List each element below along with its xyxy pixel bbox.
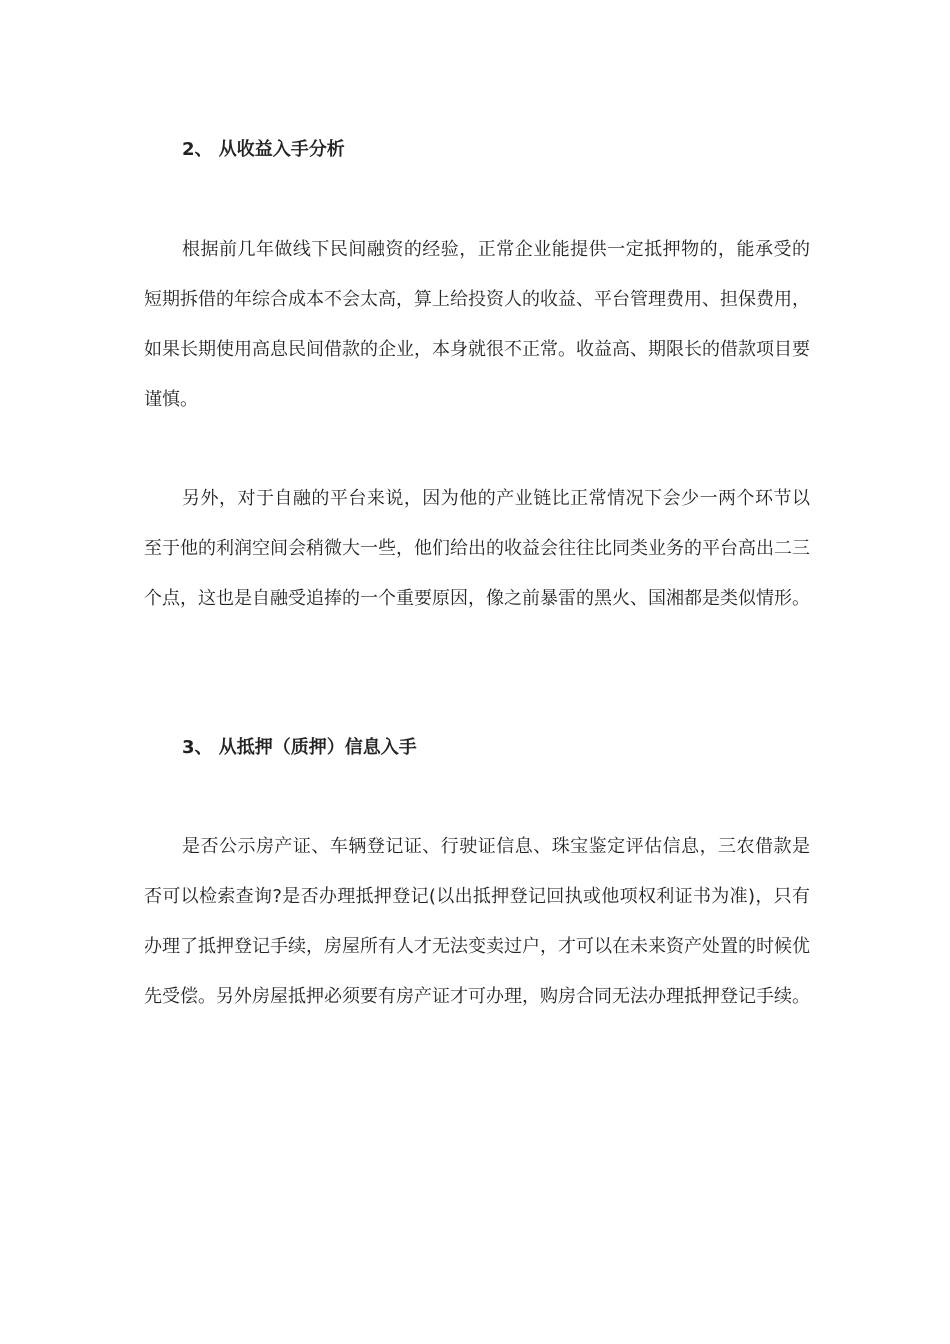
section-2-paragraph-1: 根据前几年做线下民间融资的经验，正常企业能提供一定抵押物的，能承受的短期拆借的年综合成本不会太高，算上给投资人的收益、平台管理费用、担保费用，如果长期使用高息民间借款的企业，本身就很不正常。收益高、期限长的借款项目要谨慎。 <box>144 239 810 410</box>
section-3-heading: 3、 从抵押（质押）信息入手 <box>182 737 417 758</box>
section-2-heading: 2、 从收益入手分析 <box>182 139 345 160</box>
section-2-paragraph-2: 另外，对于自融的平台来说，因为他的产业链比正常情况下会少一两个环节以至于他的利润空间会稍微大一些，他们给出的收益会往往比同类业务的平台高出二三个点，这也是自融受追捧的一个重要原因，像之前暴雷的黑火、国湘都是类似情形。 <box>144 488 810 609</box>
section-3-paragraph-1: 是否公示房产证、车辆登记证、行驶证信息、珠宝鉴定评估信息，三农借款是否可以检索查询?是否办理抵押登记(以出抵押登记回执或他项权利证书为准)，只有办理了抵押登记手续，房屋所有人才无法变卖过户，才可以在未来资产处置的时候优先受偿。另外房屋抵押必须要有房产证才可办理，购房合同无法办理抵押登记手续。 <box>144 836 810 1007</box>
